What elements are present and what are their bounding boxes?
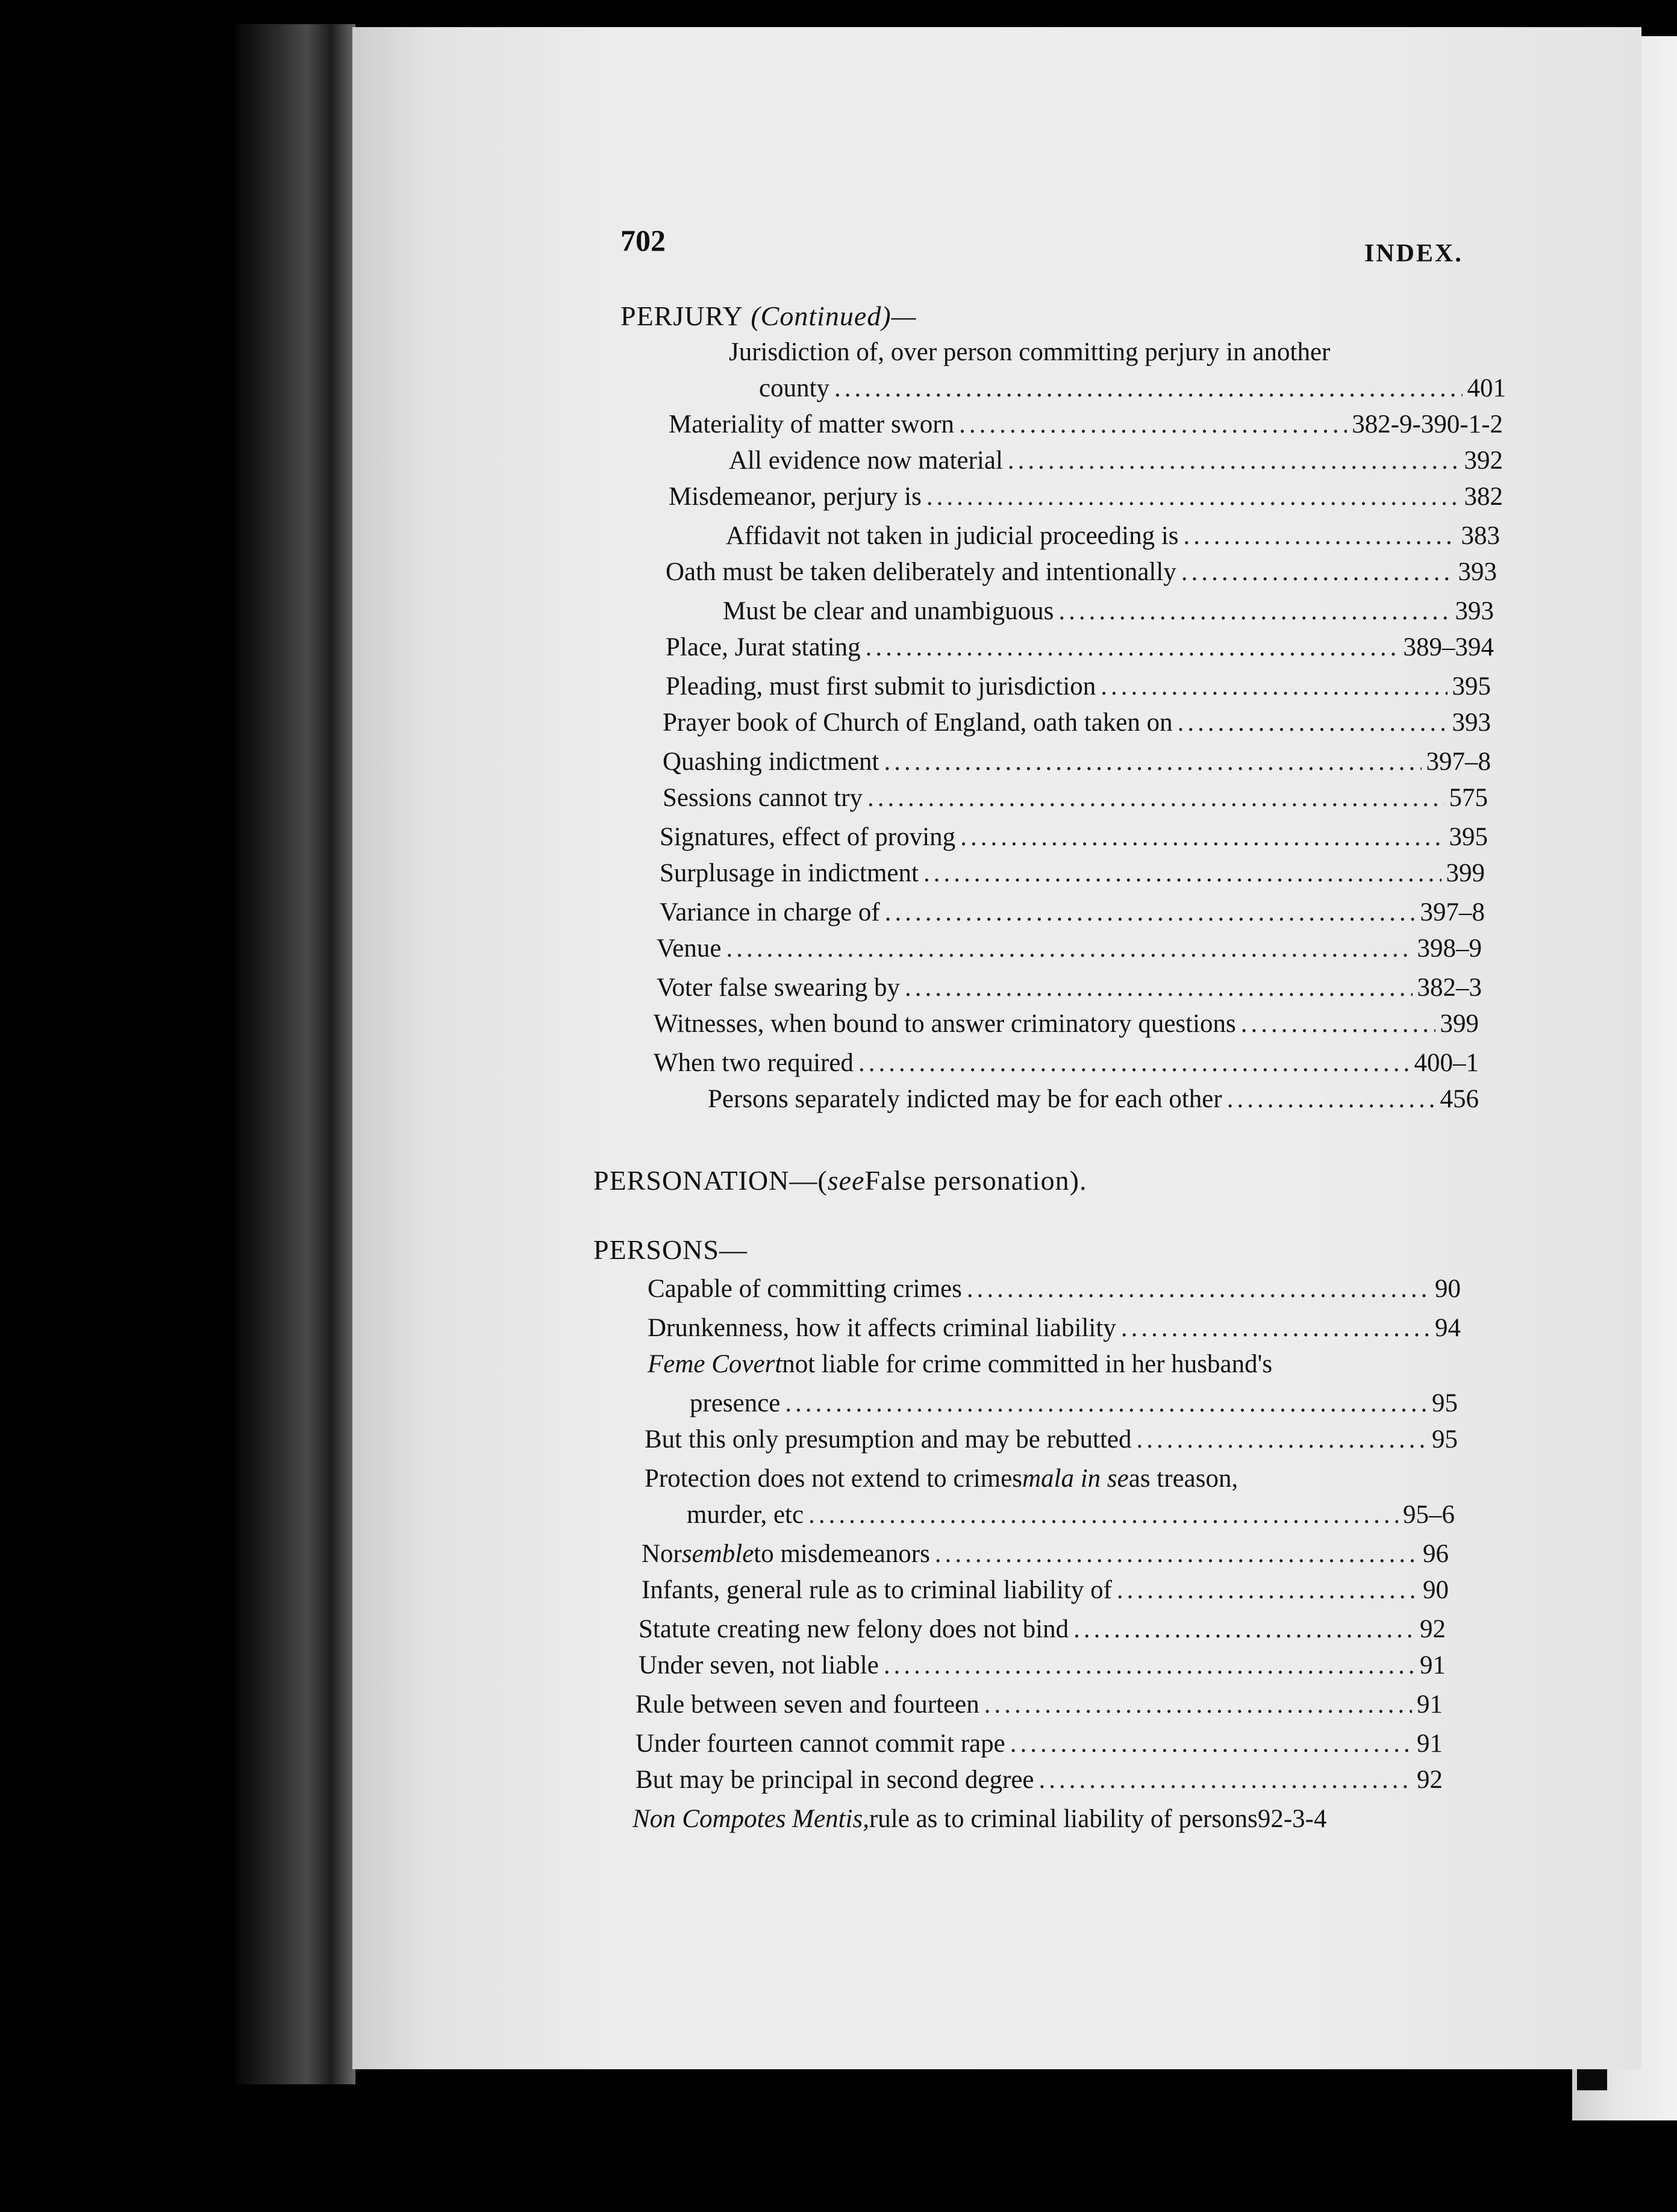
index-entry <box>352 1419 1641 1461</box>
index-entry <box>352 626 1641 669</box>
dot-leader <box>808 1494 1398 1536</box>
entry-text: All evidence now material <box>729 446 1003 475</box>
entry-text: Misdemeanor, perjury is <box>669 483 922 511</box>
entry-page: 92 <box>1417 1766 1443 1794</box>
entry-page: 397–8 <box>1426 748 1491 776</box>
entry-page: 95 <box>1432 1389 1458 1417</box>
entry-page: 95–6 <box>1403 1501 1455 1529</box>
heading-suffix: (Continued)— <box>751 301 917 331</box>
entry-page: 95 <box>1432 1425 1458 1454</box>
entry-text: When two required <box>654 1049 854 1077</box>
entry-text: Rule between seven and fourteen <box>636 1690 979 1719</box>
entry-page: 392 <box>1464 446 1503 475</box>
dot-leader <box>866 626 1399 669</box>
entry-text: Capable of committing crimes <box>648 1275 962 1303</box>
index-entry <box>352 1569 1641 1611</box>
entry-text: murder, etc <box>687 1501 804 1529</box>
entry-text: as treason, <box>1128 1464 1238 1493</box>
entry-page: 393 <box>1452 708 1491 737</box>
running-head: INDEX. <box>1364 240 1463 267</box>
index-entry <box>352 1494 1641 1536</box>
entry-text-italic: mala in se <box>1022 1464 1129 1493</box>
entry-text: But this only presumption and may be rebutted <box>645 1425 1132 1454</box>
index-entry <box>352 1798 1641 1840</box>
entry-page: 90 <box>1423 1576 1449 1604</box>
entry-page: 398–9 <box>1417 934 1482 963</box>
entry-text: not liable for crime committed in her husband's <box>782 1350 1273 1378</box>
entry-page: 383 <box>1461 522 1500 550</box>
entry-page: 393 <box>1458 558 1497 586</box>
entry-text: Signatures, effect of proving <box>660 823 956 851</box>
see-reference: see <box>827 1165 865 1196</box>
entry-text: to misdemeanors <box>754 1540 930 1568</box>
entry-page: 382–3 <box>1417 973 1482 1002</box>
index-entry <box>352 1684 1641 1726</box>
entry-page: 91 <box>1417 1729 1443 1758</box>
entry-text-italic: semble <box>681 1540 754 1568</box>
index-entry <box>352 1268 1641 1310</box>
entry-page: 401 <box>1467 374 1506 402</box>
index-entry: Nor semble to misdemeanors ..... 96 <box>352 1533 1641 1575</box>
entry-text: rule as to criminal liability of persons <box>869 1805 1258 1833</box>
entry-page: 399 <box>1446 859 1485 887</box>
entry-text: Pleading, must first submit to jurisdiction <box>666 672 1096 701</box>
section-heading-persons <box>352 1229 1641 1271</box>
heading-text: PERSONATION— <box>593 1165 818 1196</box>
entry-page: 575 <box>1449 784 1488 812</box>
entry-text: Persons separately indicted may be for each other <box>708 1085 1222 1113</box>
dot-leader <box>1039 1759 1412 1801</box>
index-entry <box>352 777 1641 819</box>
entry-text: Prayer book of Church of England, oath taken on <box>663 708 1173 737</box>
entry-text: Quashing indictment <box>663 748 879 776</box>
entry-text: Infants, general rule as to criminal liability of <box>642 1576 1112 1604</box>
entry-text: Oath must be taken deliberately and intentionally <box>666 558 1176 586</box>
entry-page: 382 <box>1464 483 1503 511</box>
entry-page: 397–8 <box>1420 898 1485 926</box>
heading-text: PERJURY <box>620 301 743 331</box>
entry-page: 92-3-4 <box>1257 1805 1327 1833</box>
index-entry <box>352 1645 1641 1687</box>
entry-page: 399 <box>1440 1010 1479 1038</box>
dot-leader <box>967 1268 1430 1310</box>
entry-text: Materiality of matter sworn <box>669 410 955 439</box>
entry-text: Sessions cannot try <box>663 784 863 812</box>
page-number: 702 <box>620 223 666 257</box>
entry-page: 395 <box>1452 672 1491 701</box>
entry-page: 456 <box>1440 1085 1479 1113</box>
dot-leader <box>884 1645 1415 1687</box>
entry-text: Drunkenness, how it affects criminal liability <box>648 1314 1116 1342</box>
entry-page: 393 <box>1455 597 1494 625</box>
cross-reference: False personation). <box>864 1165 1087 1196</box>
entry-text: Variance in charge of <box>660 898 880 926</box>
entry-page: 395 <box>1449 823 1488 851</box>
index-entry <box>352 1343 1641 1386</box>
heading-text: PERSONS— <box>593 1234 748 1265</box>
dot-leader <box>726 928 1412 970</box>
entry-text: Jurisdiction of, over person committing perjury in another <box>729 338 1331 366</box>
index-entry <box>352 702 1641 744</box>
entry-text-italic: Feme Covert <box>648 1350 782 1378</box>
entry-text: Affidavit not taken in judicial proceeding is <box>726 522 1179 550</box>
index-entry <box>352 476 1641 518</box>
entry-page: 382-9-390-1-2 <box>1352 410 1503 439</box>
entry-page: 389–394 <box>1403 633 1494 661</box>
entry-text: Must be clear and unambiguous <box>723 597 1054 625</box>
dot-leader <box>1241 1003 1435 1045</box>
entry-page: 94 <box>1435 1314 1461 1342</box>
book-edge-left <box>235 24 355 2084</box>
dot-leader <box>926 476 1460 518</box>
entry-text: Place, Jurat stating <box>666 633 861 661</box>
dot-leader <box>923 852 1441 895</box>
entry-page: 400–1 <box>1414 1049 1479 1077</box>
entry-text-italic: Non Compotes Mentis, <box>632 1805 869 1833</box>
index-entry <box>352 551 1641 593</box>
dot-leader <box>1181 551 1454 593</box>
dot-leader <box>867 777 1444 819</box>
entry-page: 91 <box>1417 1690 1443 1719</box>
index-entry <box>352 1759 1641 1801</box>
entry-text: county <box>759 374 830 402</box>
entry-page: 96 <box>1423 1540 1449 1568</box>
entry-page: 90 <box>1435 1275 1461 1303</box>
dot-leader <box>1117 1569 1418 1611</box>
entry-page: 91 <box>1420 1651 1446 1679</box>
book-page <box>352 27 1641 2069</box>
index-entry <box>352 928 1641 970</box>
section-heading-personation: PERSONATION— ( see False personation). <box>352 1160 1641 1202</box>
index-entry <box>352 1003 1641 1045</box>
entry-text: presence <box>690 1389 781 1417</box>
entry-text: Venue <box>657 934 722 963</box>
entry-text: Surplusage in indictment <box>660 859 919 887</box>
entry-text: Under seven, not liable <box>639 1651 879 1679</box>
entry-text: Voter false swearing by <box>657 973 901 1002</box>
entry-text: Statute creating new felony does not bind <box>639 1615 1069 1643</box>
entry-text: But may be principal in second degree <box>636 1766 1034 1794</box>
index-entry: Protection does not extend to crimes mala in se as treason, <box>352 1458 1641 1500</box>
entry-text: Witnesses, when bound to answer criminatory questions <box>654 1010 1236 1038</box>
entry-text: Under fourteen cannot commit rape <box>636 1729 1005 1758</box>
dot-leader <box>1137 1419 1427 1461</box>
index-entry <box>352 1078 1641 1120</box>
index-entry <box>352 852 1641 895</box>
dot-leader <box>1178 702 1447 744</box>
entry-page: 92 <box>1420 1615 1446 1643</box>
dot-leader <box>984 1684 1412 1726</box>
dot-leader <box>1227 1078 1435 1120</box>
